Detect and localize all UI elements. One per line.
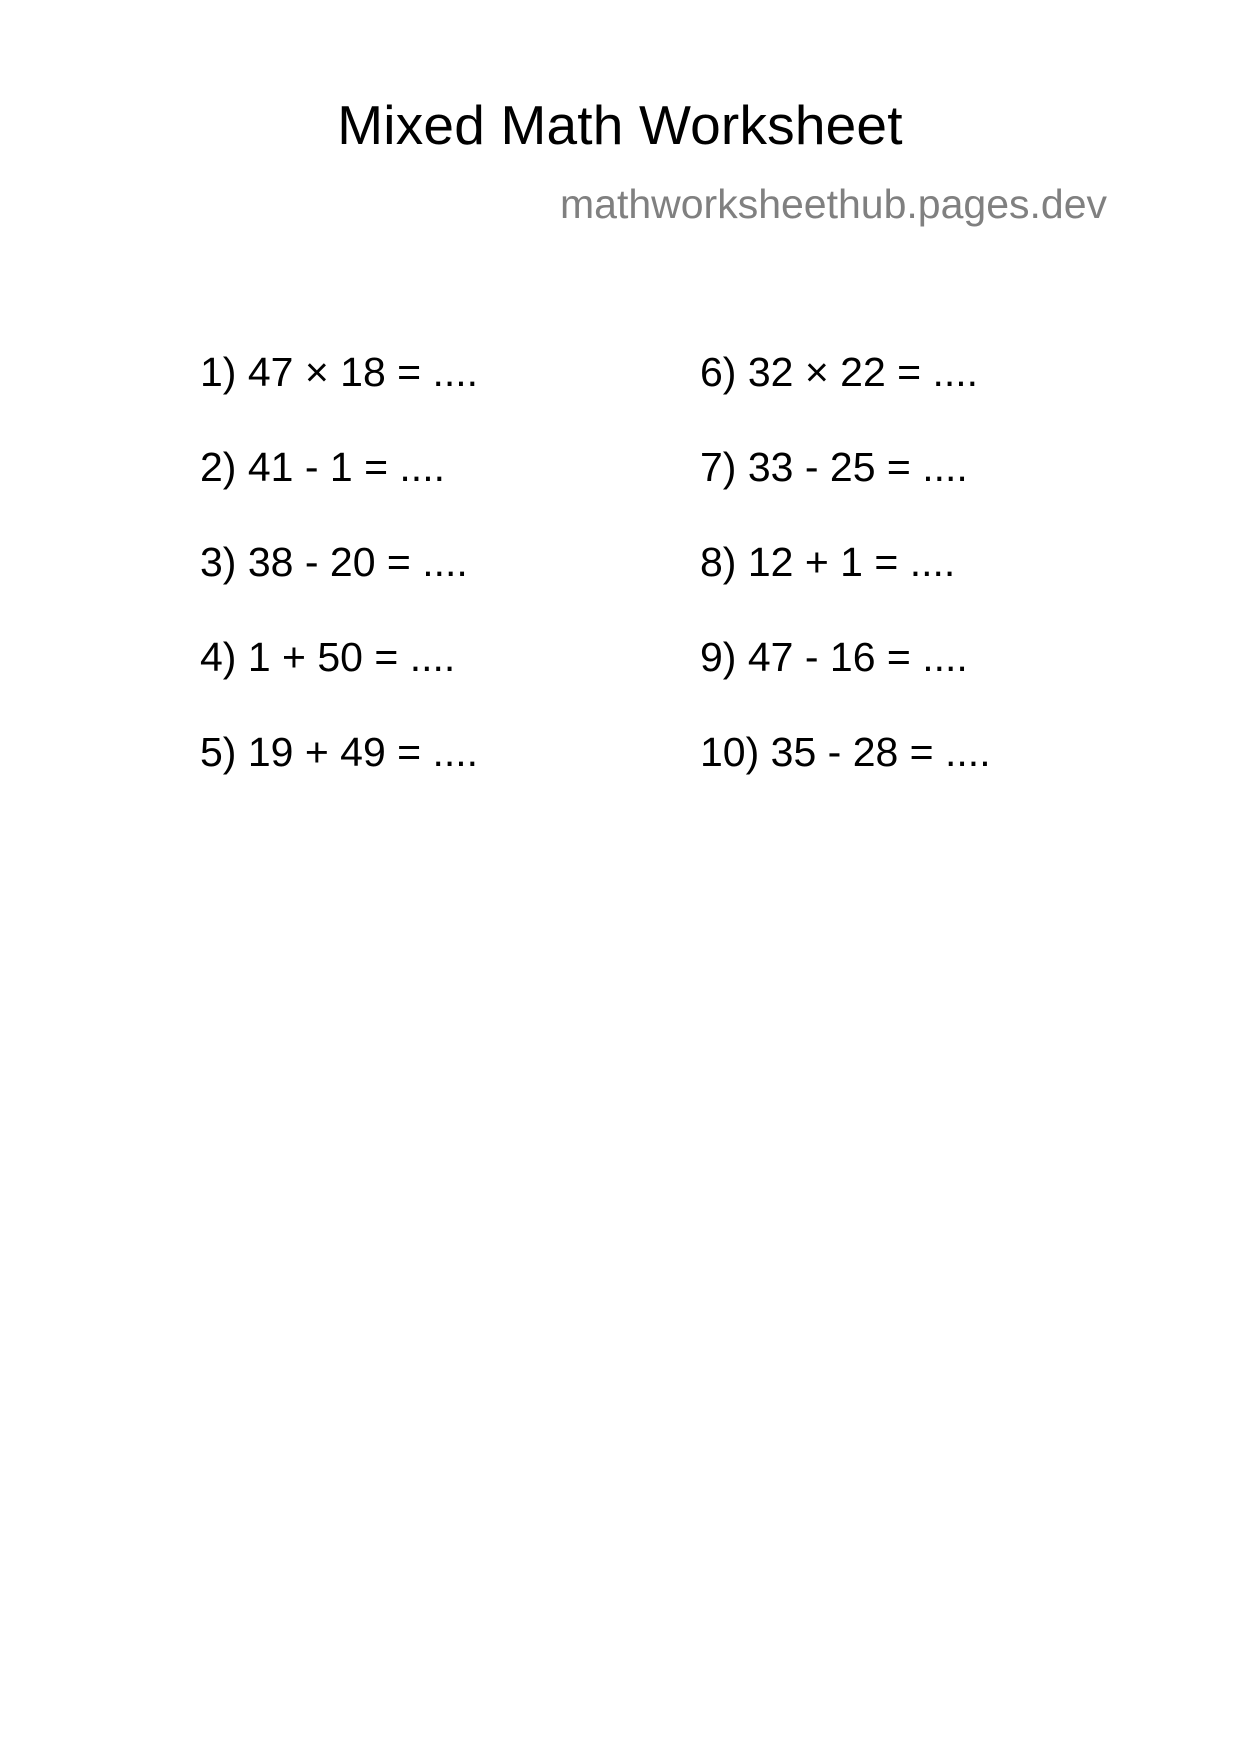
problem-6: 6) 32 × 22 = .... [700,349,979,395]
problem-9: 9) 47 - 16 = .... [700,634,968,680]
problems-left-column [200,349,479,827]
worksheet-title: Mixed Math Worksheet [337,94,903,156]
problem-5: 5) 19 + 49 = .... [200,729,479,775]
source-url: mathworksheethub.pages.dev [559,181,1107,227]
problem-1: 1) 47 × 18 = .... [200,349,479,395]
problem-8: 8) 12 + 1 = .... [700,539,956,585]
problem-3: 3) 38 - 20 = .... [200,539,468,585]
problem-4: 4) 1 + 50 = .... [200,634,456,680]
problem-7: 7) 33 - 25 = .... [700,444,968,490]
problems-right-column [700,349,991,827]
problem-10: 10) 35 - 28 = .... [700,729,991,775]
problem-2: 2) 41 - 1 = .... [200,444,445,490]
